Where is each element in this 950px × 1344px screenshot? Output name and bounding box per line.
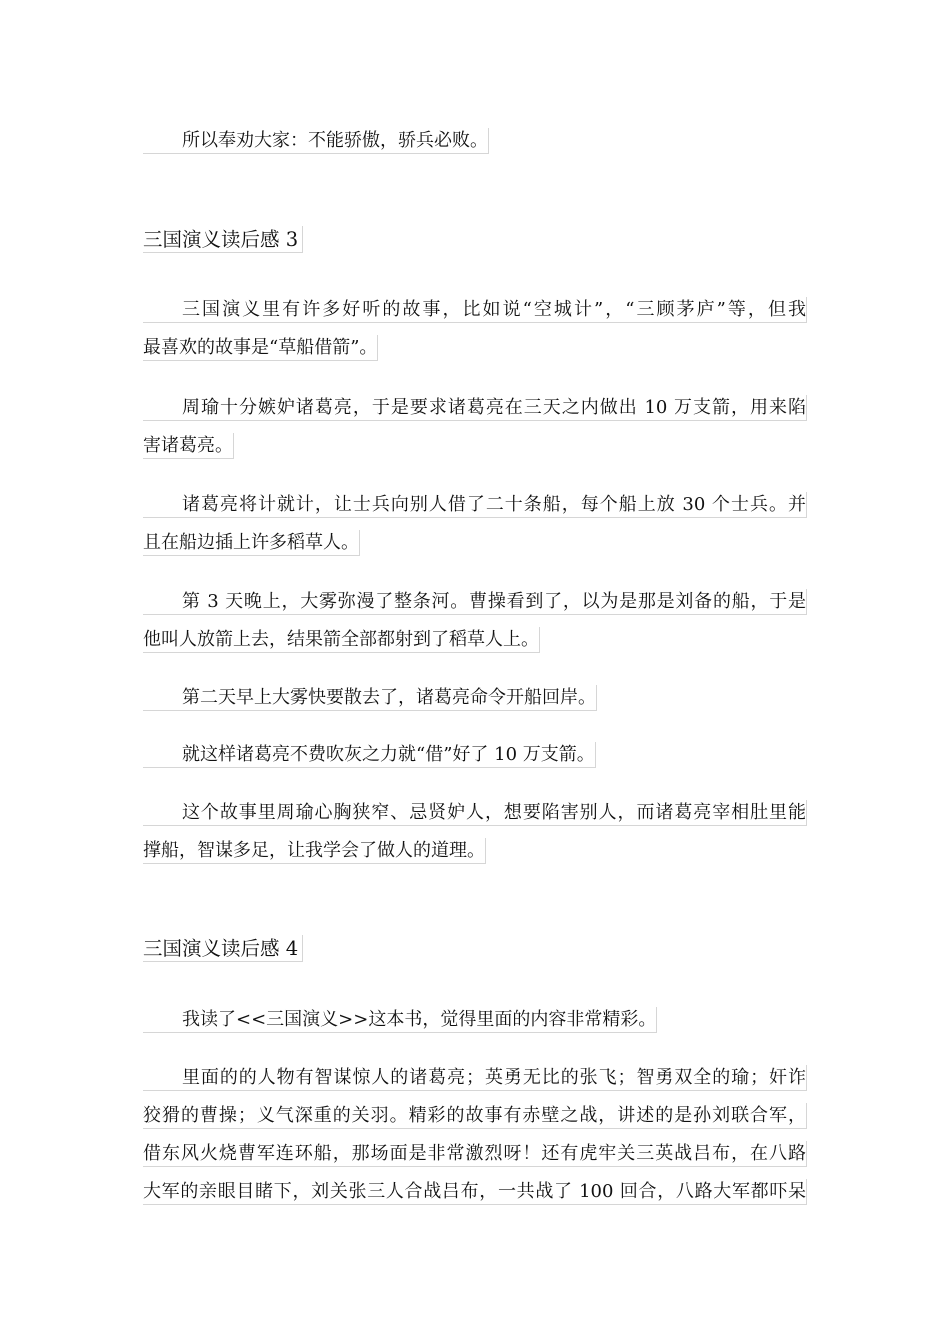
- text-line: 他叫人放箭上去，结果箭全部都射到了稻草人上。: [143, 627, 540, 653]
- text-line: 最喜欢的故事是“草船借箭”。: [143, 335, 378, 361]
- text-line: 就这样诸葛亮不费吹灰之力就“借”好了 10 万支箭。: [143, 742, 596, 768]
- heading-text: 三国演义读后感 3: [143, 226, 303, 253]
- text-line: 第二天早上大雾快要散去了，诸葛亮命令开船回岸。: [143, 685, 597, 711]
- paragraph-conclusion: [143, 128, 489, 154]
- text-line: 三国演义里有许多好听的故事，比如说“空城计”，“三顾茅庐”等，但我: [143, 297, 807, 323]
- text-line: 周瑜十分嫉妒诸葛亮，于是要求诸葛亮在三天之内做出 10 万支箭，用来陷: [143, 395, 807, 421]
- text-line: 诸葛亮将计就计，让士兵向别人借了二十条船，每个船上放 30 个士兵。并: [143, 492, 807, 518]
- section-heading-3: [143, 226, 303, 253]
- heading-text: 三国演义读后感 4: [143, 935, 303, 962]
- paragraph-characters: [143, 1065, 807, 1205]
- text-line: 这个故事里周瑜心胸狭窄、忌贤妒人，想要陷害别人，而诸葛亮宰相肚里能: [143, 800, 807, 826]
- text-line: 里面的的人物有智谋惊人的诸葛亮；英勇无比的张飞；智勇双全的瑜；奸诈: [143, 1065, 807, 1091]
- text-line: 大军的亲眼目睹下，刘关张三人合战吕布，一共战了 100 回合，八路大军都吓呆: [143, 1179, 807, 1205]
- paragraph-intro: [143, 297, 807, 361]
- text-line: 我读了<<三国演义>>这本书，觉得里面的内容非常精彩。: [143, 1007, 657, 1033]
- text-line: 且在船边插上许多稻草人。: [143, 530, 360, 556]
- text-line: 害诸葛亮。: [143, 433, 234, 459]
- section-heading-4: [143, 935, 303, 962]
- paragraph-arrows: [143, 742, 596, 768]
- text-line: 第 3 天晚上，大雾弥漫了整条河。曹操看到了，以为是那是刘备的船，于是: [143, 589, 807, 615]
- text-line: 借东风火烧曹军连环船，那场面是非常激烈呀！还有虎牢关三英战吕布，在八路: [143, 1141, 807, 1167]
- text-line: 撑船，智谋多足，让我学会了做人的道理。: [143, 838, 486, 864]
- text-line: 所以奉劝大家：不能骄傲，骄兵必败。: [143, 128, 489, 154]
- paragraph-return: [143, 685, 597, 711]
- text-line: 狡猾的曹操；义气深重的关羽。精彩的故事有赤壁之战，讲述的是孙刘联合军，: [143, 1103, 807, 1129]
- paragraph-lesson: [143, 800, 807, 864]
- paragraph-read: [143, 1007, 657, 1033]
- paragraph-zhouyu: [143, 395, 807, 459]
- paragraph-fog: [143, 589, 807, 653]
- paragraph-boats: [143, 492, 807, 556]
